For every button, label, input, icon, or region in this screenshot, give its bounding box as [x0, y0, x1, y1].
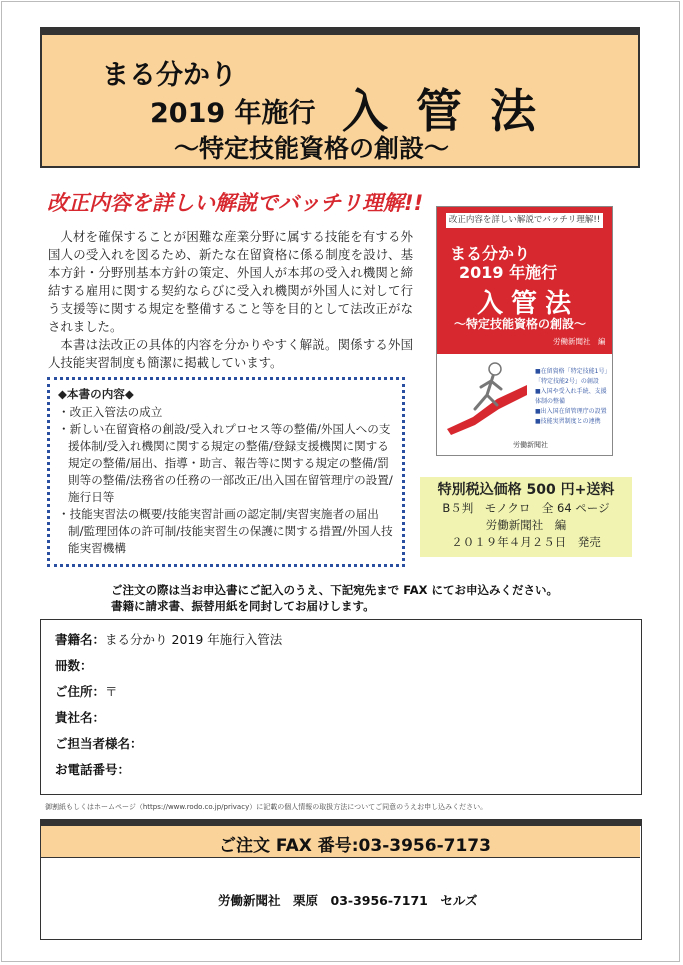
price-box	[420, 477, 632, 557]
title-line1: まる分かり	[102, 60, 237, 91]
title-line2: 2019 年施行	[150, 98, 316, 129]
book-bullet: ■ 技能実習制度との連携	[535, 417, 611, 427]
postal-mark: 〒	[105, 684, 118, 699]
title-header	[40, 27, 640, 168]
company-label: 貴社名：	[55, 710, 106, 725]
quantity-label: 冊数：	[55, 658, 93, 673]
order-fax-number: ご注文 FAX 番号:03-3956-7173	[219, 836, 491, 856]
description-text	[48, 228, 413, 372]
contents-item: ・ 新しい在留資格の創設/受入れプロセス等の整備/外国人への支援体制/受入れ機関に関する規定の整備/登録支援機関に関する規定の整備/届出、指導・助言、報告等に関する規定の整備/罰則等の整備/法務省の任務の一部改正/出入国在留管理庁の設置/施行日等	[58, 421, 394, 506]
book-bullet: ■ 在留資格「特定技能1号」「特定技能2号」の創設	[535, 367, 611, 387]
title-subtitle: ～特定技能資格の創設～	[174, 134, 450, 163]
book-bullet: ■ 入国や受入れ手続、支援体制の整備	[535, 387, 611, 407]
book-tag: 改正内容を詳しい解説でバッチリ理解!!	[446, 213, 603, 228]
price-main: 特別税込価格 500 円+送料	[437, 482, 615, 498]
book-publisher: 労働新聞社 編	[553, 337, 606, 346]
order-fax-band	[41, 826, 640, 858]
book-bullet: ■ 出入国在留管理庁の設置	[535, 407, 611, 417]
order-fax-box	[40, 819, 642, 940]
form-row-book[interactable]	[55, 630, 627, 656]
book-name-label: 書籍名：	[55, 632, 106, 647]
price-release-date: ２０１９年４月２５日 発売	[451, 535, 601, 549]
description-paragraph-1: 人材を確保することが困難な産業分野に属する技能を有する外国人の受入れを図るため、新たな在留資格に係る制度を設け、基本方針・分野別基本方針の策定、外国人が本邦の受入れ機関と締結する雇用に関する契約ならびに受入れ機関が外国人に対して行う支援等に関する規定を整備すること等を目的として法改正がなされました。	[48, 229, 413, 334]
book-name-value: まる分かり 2019 年施行入管法	[105, 632, 283, 647]
fax-instructions	[111, 582, 558, 614]
book-cover-image	[436, 206, 613, 456]
description-paragraph-2: 本書は法改正の具体的内容を分かりやすく解説。関係する外国人技能実習制度も簡潔に掲載しています。	[48, 337, 413, 370]
order-form	[40, 619, 642, 795]
contents-list	[58, 404, 394, 557]
form-row-address[interactable]	[55, 682, 627, 708]
form-row-company[interactable]	[55, 708, 627, 734]
privacy-note: 御割紙もしくはホームページ（https://www.rodo.co.jp/privacy）に記載の個人情報の取扱方法についてご同意のうえお申し込みください。	[45, 803, 488, 811]
book-title-line2: 2019 年施行	[459, 263, 558, 282]
address-label: ご住所：	[55, 684, 106, 699]
phone-label: お電話番号：	[55, 762, 131, 777]
book-subtitle: ～特定技能資格の創設～	[454, 317, 587, 331]
order-contact: 労働新聞社 栗原 03-3956-7171 セルズ	[218, 893, 478, 908]
price-spec: B５判 モノクロ 全 64 ページ	[442, 501, 610, 515]
form-row-person[interactable]	[55, 734, 627, 760]
fax-instruction-line1: ご注文の際は当お申込書にご記入のうえ、下記宛先まで FAX にてお申込みください。	[111, 583, 558, 597]
fax-instruction-line2: 書籍に請求書、振替用紙を同封してお届けします。	[111, 599, 375, 613]
book-bottom-publisher: 労働新聞社	[513, 441, 548, 449]
contents-box	[47, 377, 405, 567]
book-title-line1: まる分かり	[450, 244, 531, 263]
price-editor: 労働新聞社 編	[485, 518, 567, 532]
person-label: ご担当者様名：	[55, 736, 143, 751]
contents-item: ・ 技能実習法の概要/技能実習計画の認定制/実習実施者の届出制/監理団体の許可制/技能実習生の保護に関する措置/外国人技能実習機構	[58, 506, 394, 557]
running-person-icon	[443, 359, 531, 437]
catchphrase: 改正内容を詳しい解説でバッチリ理解!!	[47, 191, 424, 215]
book-cover-top	[437, 207, 612, 354]
contents-item: ・ 改正入管法の成立	[58, 404, 394, 421]
book-bullets	[535, 367, 611, 427]
title-main: 入管法	[342, 84, 564, 138]
form-row-quantity[interactable]	[55, 656, 627, 682]
form-row-phone[interactable]	[55, 760, 627, 786]
contents-title: ◆本書の内容◆	[58, 387, 134, 401]
book-title-main: 入管法	[477, 289, 580, 319]
